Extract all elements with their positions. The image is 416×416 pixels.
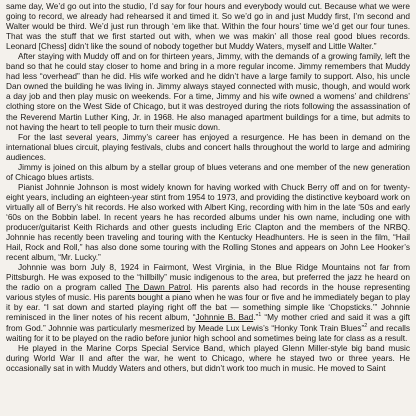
album-title: Johnnie B. Bad xyxy=(195,312,254,323)
paragraph-7-text: He played in the Marine Corps Special Service Band, which played Glenn Miller-style big band music during World War II and after the war, he went to Chicago, where he stayed two or three years. He occasionally sat in with Muddy Waters and others, but didn’t work too much in music. He moved to Saint xyxy=(6,342,410,373)
document-page xyxy=(6,1,410,416)
paragraph-6-text-d: “My mother cried and said it was a gift from God.” Johnnie was particularly mesmerized by Meade Lux Lewis’s “Honky Tonk Train Blues” xyxy=(6,312,410,333)
footnote-ref-2: 2 xyxy=(364,322,368,329)
paragraph-3-text: For the last several years, Jimmy’s career has enjoyed a resurgence. He has been in demand on the international blues circuit, playing festivals, clubs and concert halls throughout the world to large and admiring audiences. xyxy=(6,131,410,162)
radio-program-title: The Dawn Patrol xyxy=(125,282,191,293)
paragraph-7 xyxy=(6,343,410,373)
paragraph-2-text: After staying with Muddy off and on for thirteen years, Jimmy, with the demands of a growing family, left the band so that he could stay closer to home and bring in a more regular income. Jimmy remembers that Muddy had less “overhead” than he did. His wife worked and he didn’t have a large family to support. Also, his uncle Dan owned the building he was living in. Jimmy always stayed connected with music, though, and would work a day job and then play music on weekends. For a time, Jimmy and his wife owned a womens’ and childrens’ clothing store on the West Side of Chicago, but it was destroyed during the riots following the assassination of the Reverend Martin Luther King, Jr. in 1968. He also managed apartment buildings for a time, but admits to not having the heart to tell people to turn their music down. xyxy=(6,51,410,132)
paragraph-6-text-e: and recalls waiting for it to be played on the radio before junior high school and sometimes being late for class as a result. xyxy=(6,322,410,343)
paragraph-2 xyxy=(6,51,410,131)
paragraph-6-text-c: .” xyxy=(253,312,259,323)
paragraph-1 xyxy=(6,1,410,51)
paragraph-4 xyxy=(6,162,410,182)
footnote-ref-1: 1 xyxy=(258,312,262,319)
paragraph-5 xyxy=(6,182,410,262)
paragraph-4-text: Jimmy is joined on this album by a stellar group of blues veterans and one member of the new generation of Chicago blues artists. xyxy=(6,161,410,182)
paragraph-6 xyxy=(6,262,410,342)
paragraph-6-text-b: . His parents also had records in the house representing various styles of music. His parents bought a piano when he was four or five and he immediately began to play it by ear. “I sat down and started playing right off the bat — something simple like ‘Chopsticks.’” Johnnie reminisced in the liner notes of his recent album, “ xyxy=(6,282,410,323)
paragraph-3 xyxy=(6,132,410,162)
paragraph-5-text: Pianist Johnnie Johnson is most widely known for having worked with Chuck Berry off and on for twenty-eight years, including an eighteen-year stint from 1954 to 1973, and providing the distinctive keyboard work on virtually all of Berry’s hit records. He also worked with Albert King, recording with him in the late ‘50s and early ‘60s on the Bobbin label. In recent years he has recorded albums under his own name, including one with producer/guitarist Keith Richards and other guests including Eric Clapton and the members of the NRBQ. Johnnie has recently been traveling and touring with the Kentucky Headhunters. He is seen in the film, “Hail Hail, Rock and Roll,” has also done some touring with the Rolling Stones and appears on John Lee Hooker’s recent album, “Mr. Lucky.” xyxy=(6,181,410,263)
paragraph-6-text-a: Johnnie was born July 8, 1924 in Fairmont, West Virginia, in the Blue Ridge Mountains not far from Pittsburgh. He was exposed to the “hillbilly” music indigenous to the area, but preferred the jazz he heard on the radio on a program called xyxy=(6,262,410,293)
paragraph-1-text: same day, We’d go out into the studio, I’d say for four hours and everybody would cut. Because what we were going to record, we already had rehearsed it and timed it. So we’d go in and just Muddy first, I’m second and Walter would be third. We’d just run through ‘em like that. Within the four hours’ time we’d get our four tunes. That was the stuff that we first started out with, when we was makin’ all those real good blues records. Leonard [Chess] didn’t like the sound of nobody together but Muddy Waters, myself and Little Walter.” xyxy=(6,1,410,52)
